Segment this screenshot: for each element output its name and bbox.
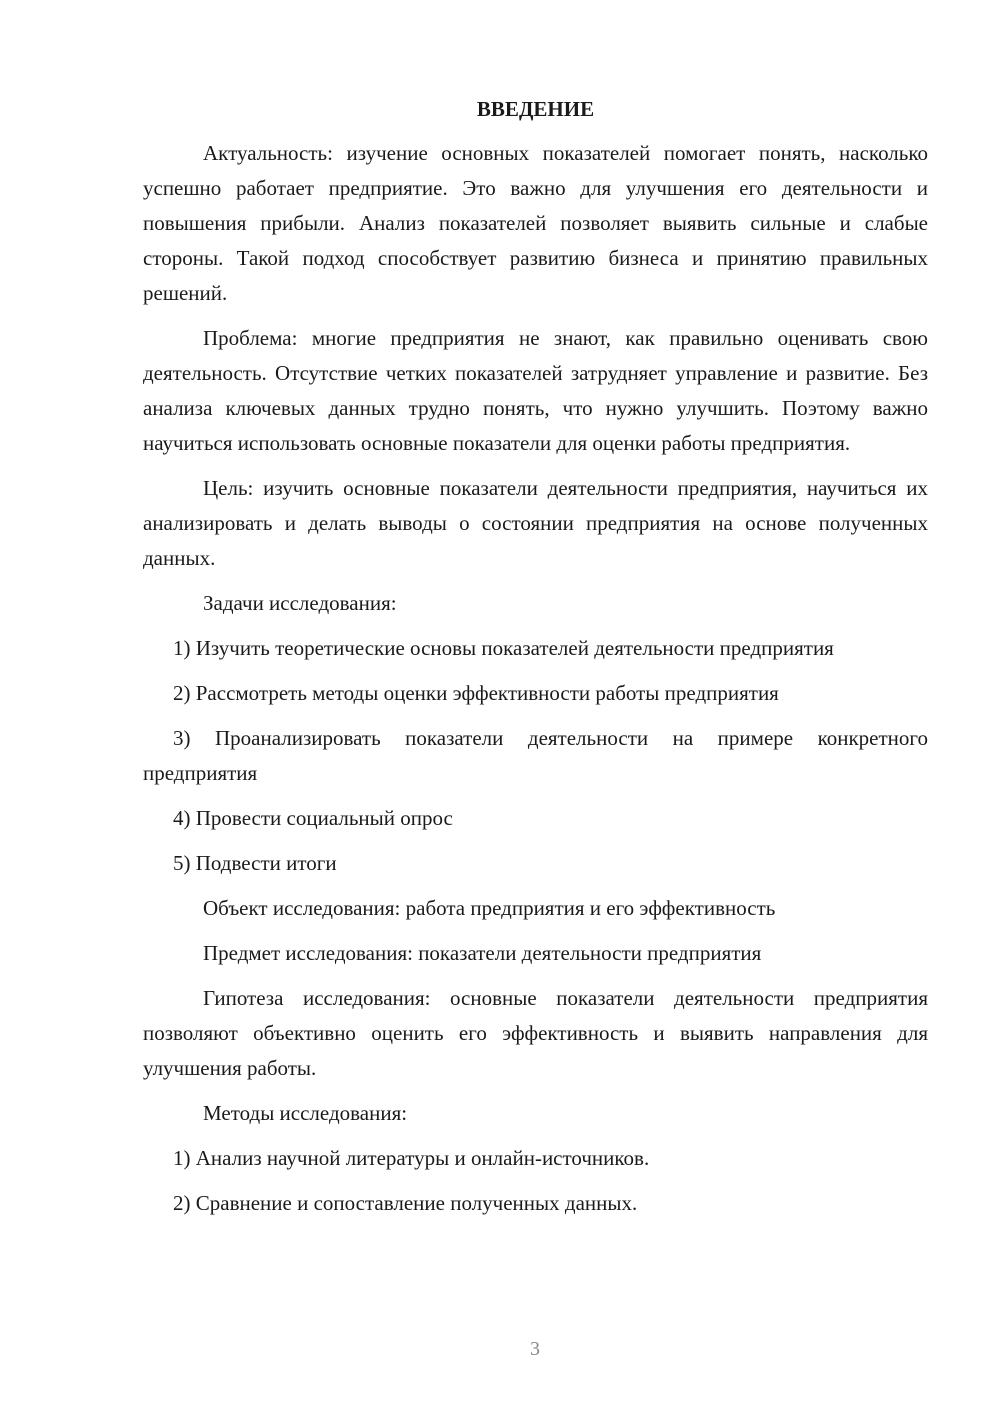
task-item: 3) Проанализировать показатели деятельности на примере конкретного предприятия bbox=[143, 726, 928, 785]
task-item: 1) Изучить теоретические основы показателей деятельности предприятия bbox=[173, 636, 834, 660]
page-title: ВВЕДЕНИЕ bbox=[476, 97, 595, 121]
page-number: 3 bbox=[530, 1338, 540, 1360]
task-item: 2) Рассмотреть методы оценки эффективности работы предприятия bbox=[173, 681, 779, 705]
object-line: Объект исследования: работа предприятия и его эффективность bbox=[203, 896, 776, 920]
method-item: 1) Анализ научной литературы и онлайн-источников. bbox=[173, 1146, 650, 1170]
subject-line: Предмет исследования: показатели деятельности предприятия bbox=[203, 941, 762, 965]
task-item: 4) Провести социальный опрос bbox=[173, 806, 453, 830]
page-content bbox=[143, 92, 928, 1231]
tasks-heading: Задачи исследования: bbox=[203, 591, 397, 615]
problem-paragraph: Проблема: многие предприятия не знают, как правильно оценивать свою деятельность. Отсутствие четких показателей затрудняет управление и развитие. Без анализа ключевых данных трудно понять, что нужно улучшить. Поэтому важно научиться использовать основные показатели для оценки работы предприятия. bbox=[143, 326, 928, 455]
task-item: 5) Подвести итоги bbox=[173, 851, 337, 875]
relevance-paragraph: Актуальность: изучение основных показателей помогает понять, насколько успешно работает предприятие. Это важно для улучшения его деятельности и повышения прибыли. Анализ показателей позволяет выявить сильные и слабые стороны. Такой подход способствует развитию бизнеса и принятию правильных решений. bbox=[143, 141, 928, 305]
hypothesis-paragraph: Гипотеза исследования: основные показатели деятельности предприятия позволяют объективно оценить его эффективность и выявить направления для улучшения работы. bbox=[143, 986, 928, 1080]
method-item: 2) Сравнение и сопоставление полученных данных. bbox=[173, 1191, 638, 1215]
methods-heading: Методы исследования: bbox=[203, 1101, 408, 1125]
goal-paragraph: Цель: изучить основные показатели деятельности предприятия, научиться их анализировать и делать выводы о состоянии предприятия на основе полученных данных. bbox=[143, 476, 928, 570]
